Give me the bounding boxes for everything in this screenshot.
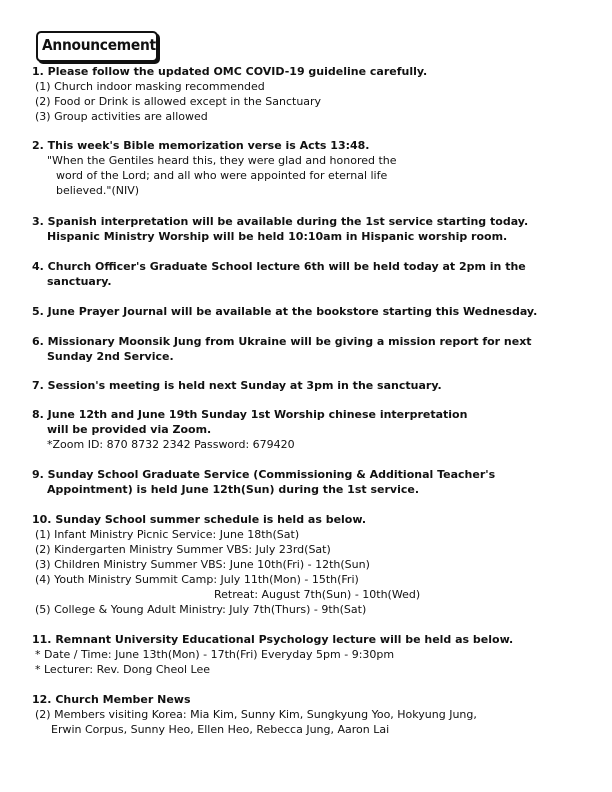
item-10-line-5: Retreat: August 7th(Sun) - 10th(Wed) [214, 588, 421, 601]
item-10-line-3: (3) Children Ministry Summer VBS: June 10th(Fri) - 12th(Sun) [35, 558, 370, 571]
item-1-heading: 1. Please follow the updated OMC COVID-19 guideline carefully. [32, 65, 428, 78]
announcement-title: Announcement [42, 36, 156, 54]
item-8-zoom-info: *Zoom ID: 870 8732 2342 Password: 679420 [47, 438, 295, 451]
item-8-heading: 8. June 12th and June 19th Sunday 1st Worship chinese interpretation [32, 408, 468, 421]
item-6-heading: 6. Missionary Moonsik Jung from Ukraine will be giving a mission report for next [32, 335, 532, 348]
item-12-heading: 12. Church Member News [32, 693, 191, 706]
item-11-line-1: * Date / Time: June 13th(Mon) - 17th(Fri) Everyday 5pm - 9:30pm [35, 648, 395, 661]
item-10-line-6: (5) College & Young Adult Ministry: July 7th(Thurs) - 9th(Sat) [35, 603, 367, 616]
item-1-line-3: (3) Group activities are allowed [35, 110, 208, 123]
item-3-line-1: Hispanic Ministry Worship will be held 10:10am in Hispanic worship room. [47, 230, 508, 243]
item-10-heading: 10. Sunday School summer schedule is held as below. [32, 513, 367, 526]
item-4-heading: 4. Church Officer's Graduate School lecture 6th will be held today at 2pm in the [32, 260, 526, 273]
item-7-heading: 7. Session's meeting is held next Sunday at 3pm in the sanctuary. [32, 379, 442, 392]
item-10-line-1: (1) Infant Ministry Picnic Service: June 18th(Sat) [35, 528, 300, 541]
item-11-heading: 11. Remnant University Educational Psychology lecture will be held as below. [32, 633, 514, 646]
item-1-line-2: (2) Food or Drink is allowed except in the Sanctuary [35, 95, 322, 108]
item-9-line-1: Appointment) is held June 12th(Sun) during the 1st service. [47, 483, 420, 496]
item-3-heading: 3. Spanish interpretation will be available during the 1st service starting today. [32, 215, 529, 228]
item-6-line-1: Sunday 2nd Service. [47, 350, 174, 363]
item-1-line-1: (1) Church indoor masking recommended [35, 80, 265, 93]
item-2-line-1: "When the Gentiles heard this, they were glad and honored the [47, 154, 397, 167]
item-12-line-2: Erwin Corpus, Sunny Heo, Ellen Heo, Rebecca Jung, Aaron Lai [51, 723, 390, 736]
item-5-heading: 5. June Prayer Journal will be available at the bookstore starting this Wednesday. [32, 305, 538, 318]
item-8-line-1: will be provided via Zoom. [47, 423, 212, 436]
item-12-line-1: (2) Members visiting Korea: Mia Kim, Sunny Kim, Sungkyung Yoo, Hokyung Jung, [35, 708, 477, 721]
item-10-line-4: (4) Youth Ministry Summit Camp: July 11th(Mon) - 15th(Fri) [35, 573, 359, 586]
item-2-line-3: believed."(NIV) [56, 184, 140, 197]
item-10-line-2: (2) Kindergarten Ministry Summer VBS: July 23rd(Sat) [35, 543, 331, 556]
item-9-heading: 9. Sunday School Graduate Service (Commissioning & Additional Teacher's [32, 468, 496, 481]
item-4-line-1: sanctuary. [47, 275, 112, 288]
item-11-line-2: * Lecturer: Rev. Dong Cheol Lee [35, 663, 211, 676]
item-2-line-2: word of the Lord; and all who were appointed for eternal life [56, 169, 388, 182]
item-2-heading: 2. This week's Bible memorization verse is Acts 13:48. [32, 139, 370, 152]
